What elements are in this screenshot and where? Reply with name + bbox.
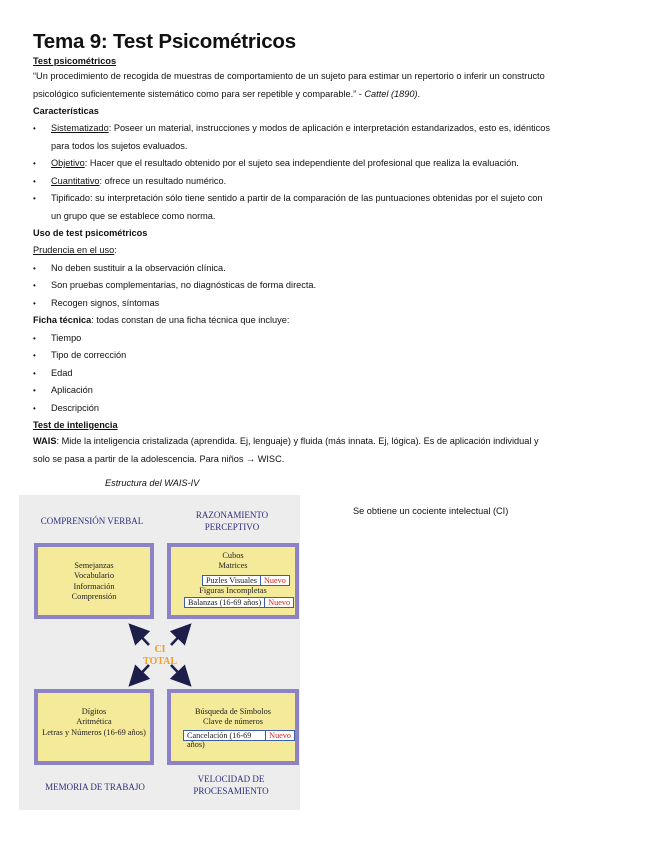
section-heading-uso: Uso de test psicométricos xyxy=(33,228,148,238)
section-heading-test-psicometricos: Test psicométricos xyxy=(33,56,117,66)
list-item: • Objetivo: Hacer que el resultado obtenido por el sujeto sea independiente del profesional que realiza la evaluación. xyxy=(33,155,623,173)
new-badge: Nuevo xyxy=(261,575,290,586)
category-velocidad-procesamiento: VELOCIDAD DE PROCESAMIENTO xyxy=(193,774,269,796)
prudencia-label: Prudencia en el uso: xyxy=(33,245,117,255)
list-item: • Son pruebas complementarias, no diagnósticas de forma directa. xyxy=(33,277,623,295)
list-item: • Tipo de corrección xyxy=(33,347,623,365)
list-item: • Tipificado: su interpretación sólo tiene sentido a partir de la comparación de las puntuaciones obtenidas por el sujeto con un grupo que se establece como norma. xyxy=(33,190,623,225)
list-item: • No deben sustituir a la observación clínica. xyxy=(33,260,623,278)
new-badge: Nuevo xyxy=(266,730,295,741)
subtest-cancelacion: Cancelación (16-69 años) Nuevo xyxy=(183,730,295,740)
list-item: • Tiempo xyxy=(33,330,623,348)
subtest-puzles-visuales: Puzles Visuales Nuevo xyxy=(202,575,290,585)
category-memoria-trabajo: MEMORIA DE TRABAJO xyxy=(45,782,145,792)
definition-quote: “Un procedimiento de recogida de muestras de comportamiento de un sujeto para estimar un repertorio o inferir un constructo psicológico suficientemente sistemático como para ser repetible y comparable.” - Cattel (1890). xyxy=(33,71,545,99)
figure-caption: Estructura del WAIS-IV xyxy=(105,478,200,488)
ficha-list xyxy=(33,330,623,418)
wais-description: WAIS: Mide la inteligencia cristalizada (aprendida. Ej, lenguaje) y fluida (más innata. Ej, lógica). Es de aplicación individual y solo se pasa a partir de la adolescencia. Para niños → WISC. xyxy=(33,436,539,464)
list-item: • Descripción xyxy=(33,400,623,418)
arrow-to-perceptivo xyxy=(171,627,188,645)
ci-total-label: CI TOTAL xyxy=(142,644,178,667)
page-title: Tema 9: Test Psicométricos xyxy=(33,30,296,53)
citation: Cattel (1890) xyxy=(364,88,418,99)
ficha-tecnica-line: Ficha técnica: todas constan de una ficha técnica que incluye: xyxy=(33,315,290,325)
arrow-to-verbal xyxy=(132,627,149,645)
box-memoria-trabajo: Dígitos Aritmética Letras y Números (16-69 años) xyxy=(34,689,154,765)
list-item: • Aplicación xyxy=(33,382,623,400)
subtest-balanzas: Balanzas (16-69 años) Nuevo xyxy=(184,597,294,607)
list-item: • Recogen signos, síntomas xyxy=(33,295,623,313)
box-comprension-verbal: Semejanzas Vocabulario Información Comprensión xyxy=(34,543,154,619)
box-velocidad-procesamiento: Búsqueda de Símbolos Clave de números Cancelación (16-69 años) Nuevo xyxy=(167,689,299,765)
list-item: • Edad xyxy=(33,365,623,383)
caracteristicas-list xyxy=(33,120,623,225)
document-page xyxy=(33,30,623,468)
new-badge: Nuevo xyxy=(265,597,294,608)
wais-structure-diagram xyxy=(19,495,300,810)
box-razonamiento-perceptivo: Cubos Matrices Puzles Visuales Nuevo Figuras Incompletas Balanzas (16-69 años) Nuevo xyxy=(167,543,299,619)
prudencia-list xyxy=(33,260,623,313)
side-note: Se obtiene un cociente intelectual (CI) xyxy=(353,506,509,516)
section-heading-caracteristicas: Características xyxy=(33,106,99,116)
category-comprension-verbal: COMPRENSIÓN VERBAL xyxy=(40,516,144,526)
section-heading-inteligencia: Test de inteligencia xyxy=(33,420,118,430)
category-razonamiento-perceptivo: RAZONAMIENTO PERCEPTIVO xyxy=(195,510,269,532)
list-item: • Cuantitativo: ofrece un resultado numérico. xyxy=(33,173,623,191)
list-item: • Sistematizado: Poseer un material, instrucciones y modos de aplicación e interpretación estandarizados, esto es, idénticos para todos los sujetos evaluados. xyxy=(33,120,623,155)
